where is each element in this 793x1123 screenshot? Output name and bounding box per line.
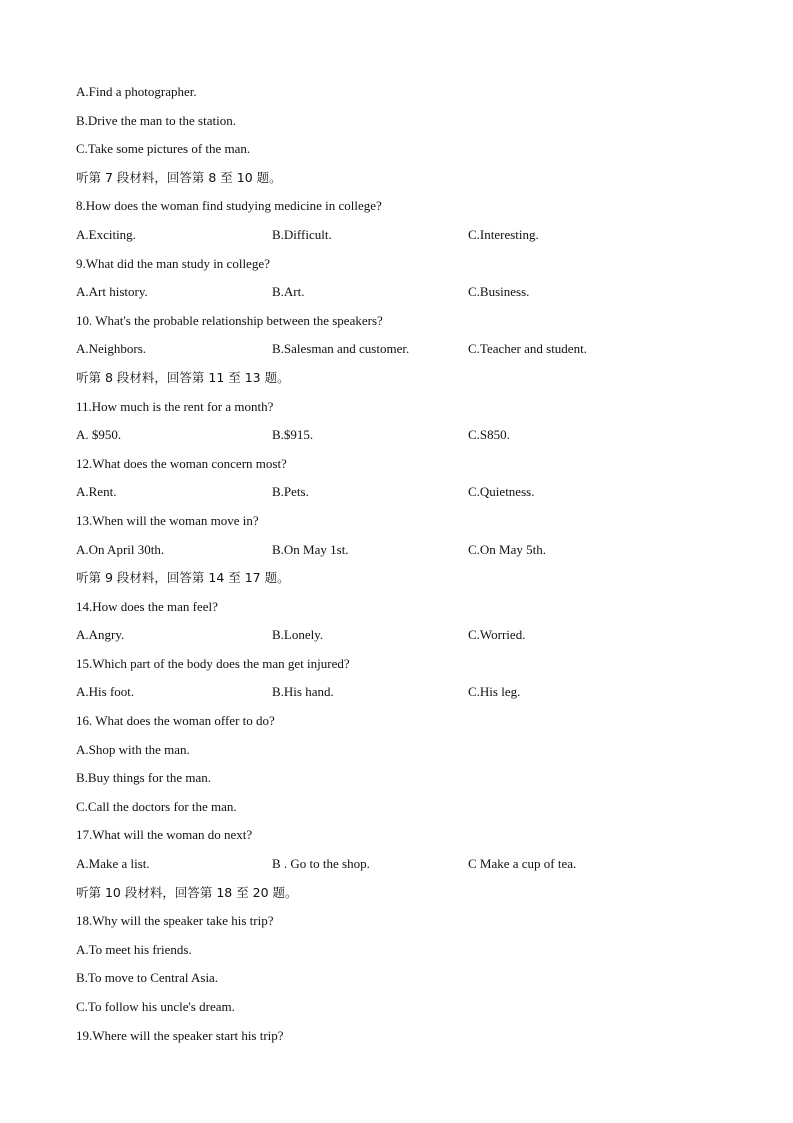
answer-options-row	[76, 850, 736, 879]
answer-option: A.On April 30th.	[76, 541, 165, 557]
question-text: 18.Why will the speaker take his trip?	[76, 913, 274, 929]
answer-option: C.Worried.	[468, 627, 526, 643]
answer-option: A.Neighbors.	[76, 341, 147, 357]
answer-option: B.Salesman and customer.	[272, 341, 410, 357]
answer-option: A. $950.	[76, 427, 122, 443]
answer-options-row	[76, 478, 736, 507]
question-text: 11.How much is the rent for a month?	[76, 398, 274, 414]
answer-option: C.On May 5th.	[468, 541, 546, 557]
section-heading: 听第 7 段材料，回答第 8 至 10 题。	[76, 169, 282, 185]
question-text: 17.What will the woman do next?	[76, 827, 253, 843]
answer-option: A.Angry.	[76, 627, 125, 643]
answer-option: C.Interesting.	[468, 226, 539, 242]
answer-option: C.His leg.	[468, 684, 521, 700]
answer-option: C.S850.	[468, 427, 510, 443]
answer-options-row	[76, 621, 736, 650]
answer-options-row	[76, 278, 736, 307]
answer-option: A.Rent.	[76, 484, 117, 500]
answer-option: B.Lonely.	[272, 627, 324, 643]
answer-option: C.Teacher and student.	[468, 341, 587, 357]
section-heading: 听第 9 段材料，回答第 14 至 17 题。	[76, 570, 290, 586]
answer-option-line: C.Call the doctors for the man.	[76, 798, 237, 814]
answer-option: B.$915.	[272, 427, 314, 443]
answer-option-line: A.Shop with the man.	[76, 741, 190, 757]
answer-options-row	[76, 678, 736, 707]
answer-option: B . Go to the shop.	[272, 856, 370, 872]
answer-option: C.Quietness.	[468, 484, 535, 500]
question-text: 19.Where will the speaker start his trip?	[76, 1027, 284, 1043]
question-text: 15.Which part of the body does the man get injured?	[76, 655, 350, 671]
question-text: 9.What did the man study in college?	[76, 255, 270, 271]
answer-option: B.Pets.	[272, 484, 309, 500]
answer-option: A.Make a list.	[76, 856, 150, 872]
answer-option: B.Art.	[272, 284, 305, 300]
answer-options-row	[76, 335, 736, 364]
question-text: 8.How does the woman find studying medicine in college?	[76, 198, 382, 214]
answer-option-line: C.To follow his uncle's dream.	[76, 999, 235, 1014]
answer-option-line: B.To move to Central Asia.	[76, 970, 219, 986]
answer-option-line: C.Take some pictures of the man.	[76, 141, 251, 157]
answer-options-row	[76, 421, 736, 450]
answer-option-line: B.Drive the man to the station.	[76, 112, 236, 128]
question-text: 10. What's the probable relationship between the speakers?	[76, 312, 383, 328]
answer-option: A.Exciting.	[76, 226, 136, 242]
question-text: 12.What does the woman concern most?	[76, 455, 287, 471]
answer-option: A.Art history.	[76, 284, 148, 300]
answer-option: C Make a cup of tea.	[468, 856, 577, 872]
answer-option: B.On May 1st.	[272, 541, 349, 557]
answer-option: A.His foot.	[76, 684, 135, 700]
question-text: 16. What does the woman offer to do?	[76, 713, 275, 729]
answer-options-row	[76, 221, 736, 250]
answer-option: C.Business.	[468, 284, 530, 300]
answer-option-line: A.To meet his friends.	[76, 941, 192, 957]
document-page	[76, 78, 736, 1050]
section-heading: 听第 10 段材料，回答第 18 至 20 题。	[76, 884, 298, 900]
section-heading: 听第 8 段材料，回答第 11 至 13 题。	[76, 369, 290, 385]
question-text: 14.How does the man feel?	[76, 598, 218, 614]
question-text: 13.When will the woman move in?	[76, 512, 259, 528]
answer-options-row	[76, 536, 736, 565]
answer-option-line: B.Buy things for the man.	[76, 770, 212, 786]
answer-option-line: A.Find a photographer.	[76, 84, 197, 99]
answer-option: B.His hand.	[272, 684, 334, 700]
answer-option: B.Difficult.	[272, 226, 332, 242]
